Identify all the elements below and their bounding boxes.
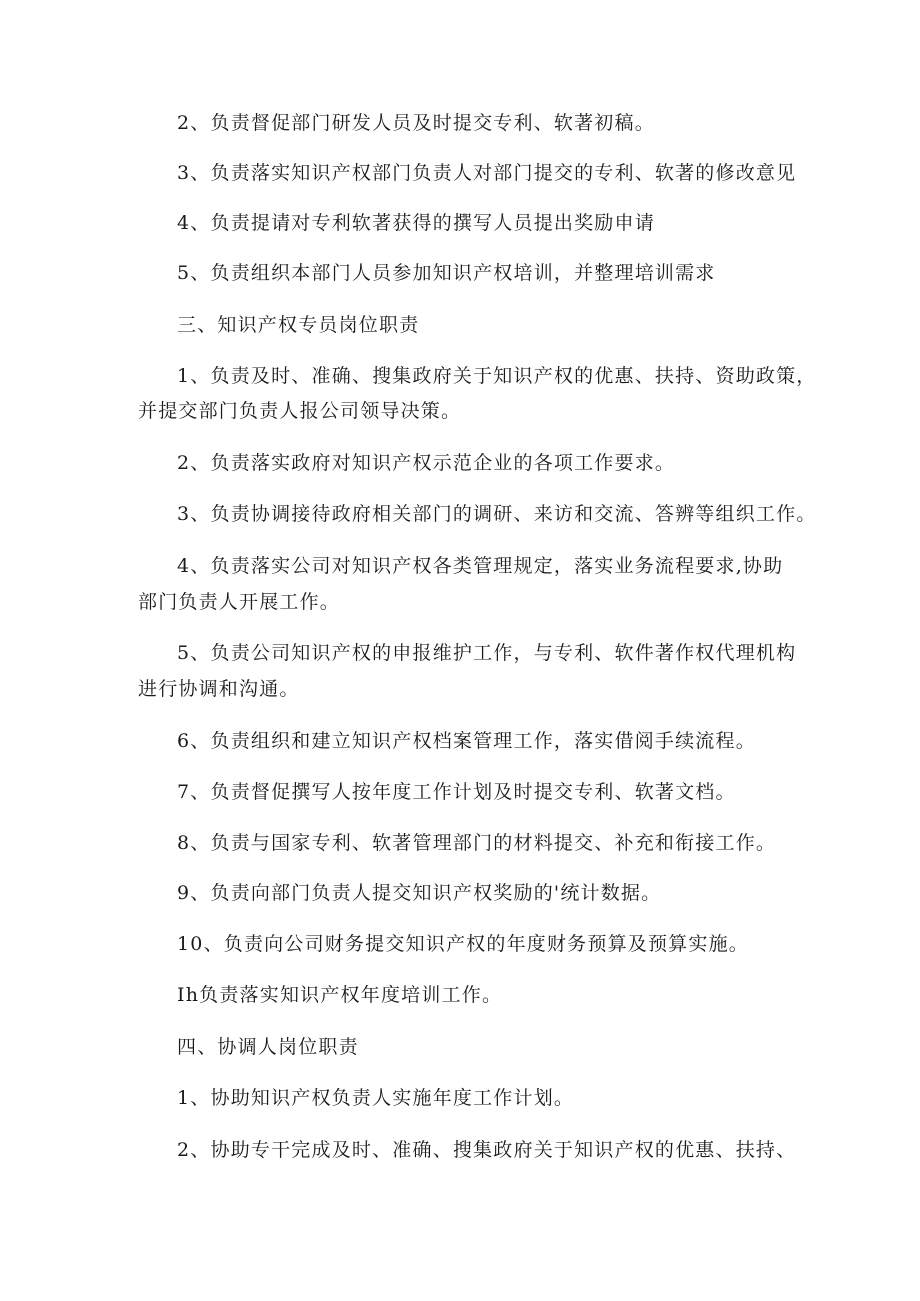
text-line-specialist-5-cont: 进行协调和沟通。 (138, 678, 300, 700)
text-line-specialist-4-cont: 部门负责人开展工作。 (138, 591, 341, 613)
text-line-coordinator-1: 1、协助知识产权负责人实施年度工作计划。 (177, 1087, 575, 1109)
text-line-specialist-9: 9、负责向部门负责人提交知识产权奖励的'统计数据。 (177, 882, 662, 904)
section-heading-ip-specialist: 三、知识产权专员岗位职责 (177, 314, 420, 336)
text-line-coordinator-2: 2、协助专干完成及时、准确、搜集政府关于知识产权的优惠、扶持、 (177, 1139, 797, 1161)
text-line-specialist-3: 3、负责协调接待政府相关部门的调研、来访和交流、答辨等组织工作。 (177, 503, 817, 525)
text-line-specialist-6: 6、负责组织和建立知识产权档案管理工作，落实借阅手续流程。 (177, 730, 756, 752)
text-line-specialist-10: 10、负责向公司财务提交知识产权的年度财务预算及预算实施。 (177, 933, 749, 955)
text-line-specialist-5: 5、负责公司知识产权的申报维护工作，与专利、软件著作权代理机构 (177, 642, 797, 664)
text-line-duty-2: 2、负责督促部门研发人员及时提交专利、软著初稿。 (177, 112, 655, 134)
text-line-specialist-2: 2、负责落实政府对知识产权示范企业的各项工作要求。 (177, 452, 676, 474)
text-line-specialist-1: 1、负责及时、准确、搜集政府关于知识产权的优惠、扶持、资助政策， (177, 365, 817, 387)
text-line-specialist-11: Ih负责落实知识产权年度培训工作。 (177, 984, 503, 1006)
text-line-specialist-4: 4、负责落实公司对知识产权各类管理规定，落实业务流程要求,协助 (177, 555, 784, 577)
text-line-duty-4: 4、负责提请对专利软著获得的撰写人员提出奖励申请 (177, 212, 655, 234)
text-line-duty-5: 5、负责组织本部门人员参加知识产权培训，并整理培训需求 (177, 262, 716, 284)
text-line-specialist-1-cont: 并提交部门负责人报公司领导决策。 (138, 400, 462, 422)
text-line-specialist-8: 8、负责与国家专利、软著管理部门的材料提交、补充和衔接工作。 (177, 832, 777, 854)
section-heading-coordinator: 四、协调人岗位职责 (177, 1036, 359, 1058)
text-line-specialist-7: 7、负责督促撰写人按年度工作计划及时提交专利、软著文档。 (177, 781, 736, 803)
text-line-duty-3: 3、负责落实知识产权部门负责人对部门提交的专利、软著的修改意见 (177, 162, 797, 184)
